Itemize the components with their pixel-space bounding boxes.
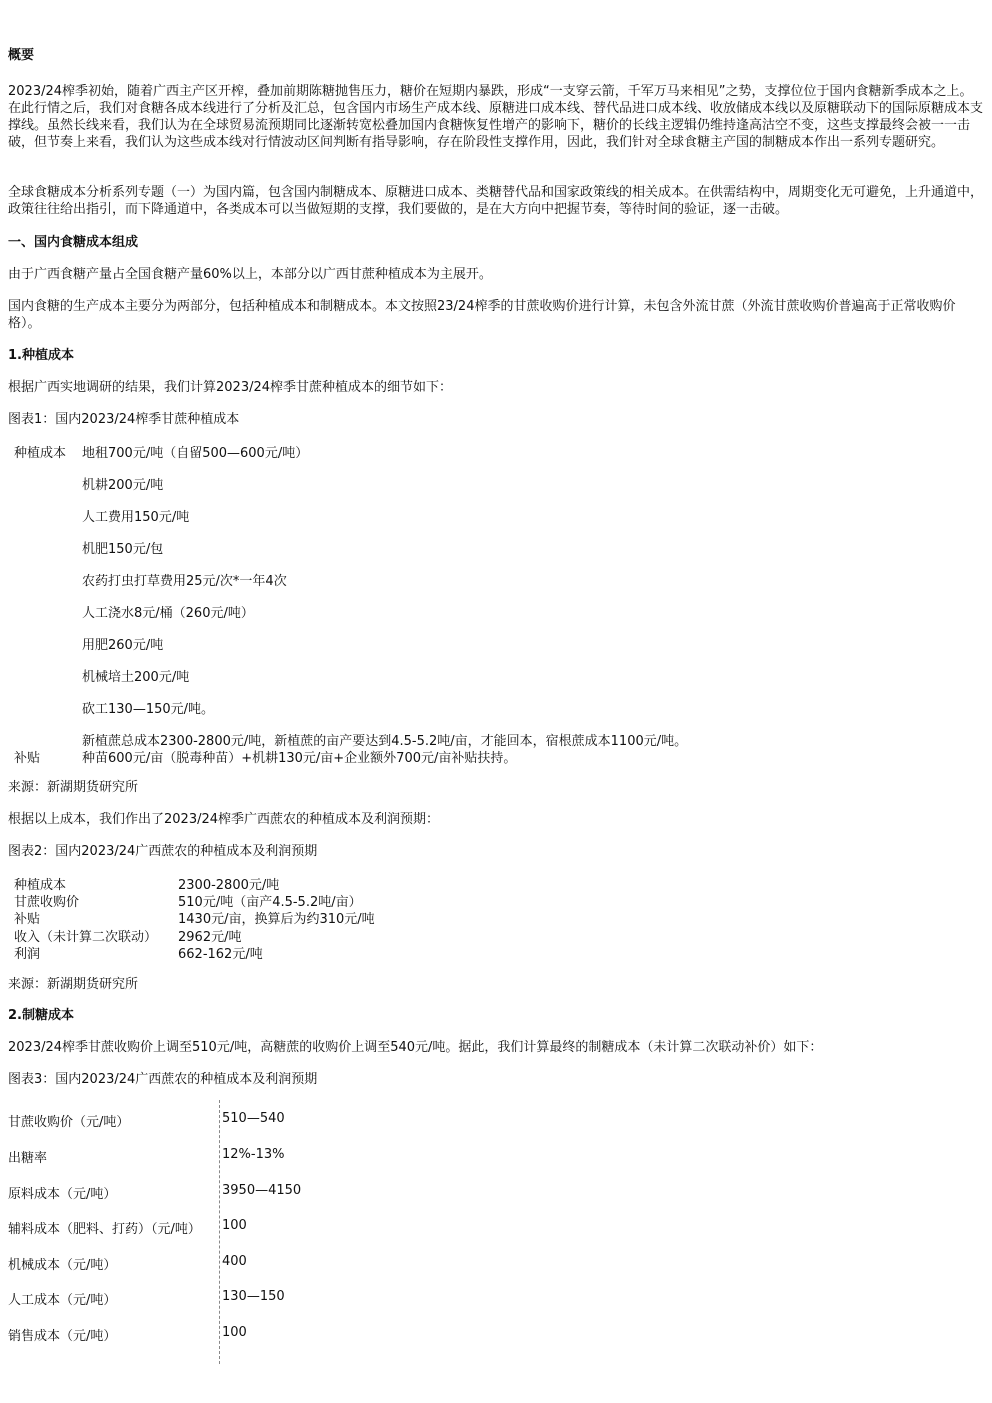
planting-cost-item: 机肥150元/包 [82,542,164,557]
planting-cost-item: 人工浇水8元/桶（260元/吨） [82,606,254,621]
row-value: 2300-2800元/吨 [178,878,280,893]
row-value: 662-162元/吨 [178,947,263,962]
planting-cost-item: 农药打虫打草费用25元/次*一年4次 [82,574,287,589]
planting-cost-item: 用肥260元/吨 [82,638,164,653]
row-value: 510—540 [222,1111,285,1126]
planting-cost-item: 砍工130—150元/吨。 [82,702,215,717]
row-label: 出糖率 [8,1151,48,1166]
row-value: 100 [222,1218,247,1233]
overview-paragraph-1: 2023/24榨季初始，随着广西主产区开榨，叠加前期陈糖抛售压力，糖价在短期内暴跌，形成“一支穿云箭，千军万马来相见”之势，支撑位位于国内食糖新季成本之上。在此行情之后，我们对食糖各成本线进行了分析及汇总，包含国内市场生产成本线、原糖进口成本线、替代品进口成本线、收放储成本线以及原糖联动下的国际原糖成本支撑线。虽然长线来看，我们认为在全球贸易流预期同比逐渐转宽松叠加国内食糖恢复性增产的影响下，糖价的长线主逻辑仍维持逢高沽空不变，这些支撑最终会被一一击破，但节奏上来看，我们认为这些成本线对行情波动区间判断有指导影响，存在阶段性支撑作用，因此，我们针对全球食糖主产国的制糖成本作出一系列专题研究。 [8,84,984,150]
row-label: 甘蔗收购价 [14,895,80,910]
sub2-paragraph: 2023/24榨季甘蔗收购价上调至510元/吨，高糖蔗的收购价上调至540元/吨。据此，我们计算最终的制糖成本（未计算二次联动补价）如下： [8,1040,823,1055]
row-label: 辅料成本（肥料、打药）（元/吨） [8,1222,201,1237]
row-label: 人工成本（元/吨） [8,1293,117,1308]
sugar-cost-table [8,1100,408,1364]
chart1-title: 图表1：国内2023/24榨季甘蔗种植成本 [8,412,240,427]
row-label: 利润 [14,947,41,962]
chart2-title: 图表2：国内2023/24广西蔗农的种植成本及利润预期 [8,844,318,859]
overview-heading: 概要 [8,48,35,63]
sub1-paragraph: 根据广西实地调研的结果，我们计算2023/24榨季甘蔗种植成本的细节如下： [8,380,453,395]
chart1-source: 来源：新湖期货研究所 [8,780,139,795]
row-label: 销售成本（元/吨） [8,1329,117,1344]
subsidy-value: 种苗600元/亩（脱毒种苗）+机耕130元/亩+企业额外700元/亩补贴扶持。 [82,751,517,766]
chart2-source: 来源：新湖期货研究所 [8,977,139,992]
row-value: 130—150 [222,1289,285,1304]
subsidy-label: 补贴 [14,751,41,766]
row-value: 100 [222,1325,247,1340]
sub2-heading: 2.制糖成本 [8,1008,74,1023]
sub1-heading: 1.种植成本 [8,348,74,363]
row-value: 510元/吨（亩产4.5-5.2吨/亩） [178,895,362,910]
section1-paragraph-2: 国内食糖的生产成本主要分为两部分，包括种植成本和制糖成本。本文按照23/24榨季的甘蔗收购价进行计算，未包含外流甘蔗（外流甘蔗收购价普遍高于正常收购价格）。 [8,299,956,331]
row-label: 机械成本（元/吨） [8,1258,117,1273]
planting-cost-label: 种植成本 [14,446,67,461]
planting-cost-item: 人工费用150元/吨 [82,510,190,525]
table-divider [219,1100,220,1364]
row-value: 3950—4150 [222,1183,302,1198]
planting-cost-item: 地租700元/吨（自留500—600元/吨） [82,446,309,461]
row-label: 甘蔗收购价（元/吨） [8,1115,130,1130]
planting-cost-item: 机械培土200元/吨 [82,670,190,685]
section1-heading: 一、国内食糖成本组成 [8,235,139,250]
planting-cost-item: 机耕200元/吨 [82,478,164,493]
row-label: 原料成本（元/吨） [8,1187,117,1202]
row-label: 收入（未计算二次联动） [14,930,158,945]
row-value: 12%-13% [222,1147,285,1162]
section1-paragraph-1: 由于广西食糖产量占全国食糖产量60%以上，本部分以广西甘蔗种植成本为主展开。 [8,267,492,282]
sub1-paragraph-2: 根据以上成本，我们作出了2023/24榨季广西蔗农的种植成本及利润预期： [8,812,440,827]
row-label: 补贴 [14,912,41,927]
chart3-title: 图表3：国内2023/24广西蔗农的种植成本及利润预期 [8,1072,318,1087]
overview-paragraph-2: 全球食糖成本分析系列专题（一）为国内篇，包含国内制糖成本、原糖进口成本、类糖替代品和国家政策线的相关成本。在供需结构中，周期变化无可避免，上升通道中，政策往往给出指引，而下降通道中，各类成本可以当做短期的支撑，我们要做的，是在大方向中把握节奏，等待时间的验证，逐一击破。 [8,185,984,217]
planting-cost-item: 新植蔗总成本2300-2800元/吨，新植蔗的亩产要达到4.5-5.2吨/亩，才能回本，宿根蔗成本1100元/吨。 [82,734,688,749]
row-value: 2962元/吨 [178,930,242,945]
row-value: 1430元/亩，换算后为约310元/吨 [178,912,375,927]
row-label: 种植成本 [14,878,67,893]
row-value: 400 [222,1254,247,1269]
